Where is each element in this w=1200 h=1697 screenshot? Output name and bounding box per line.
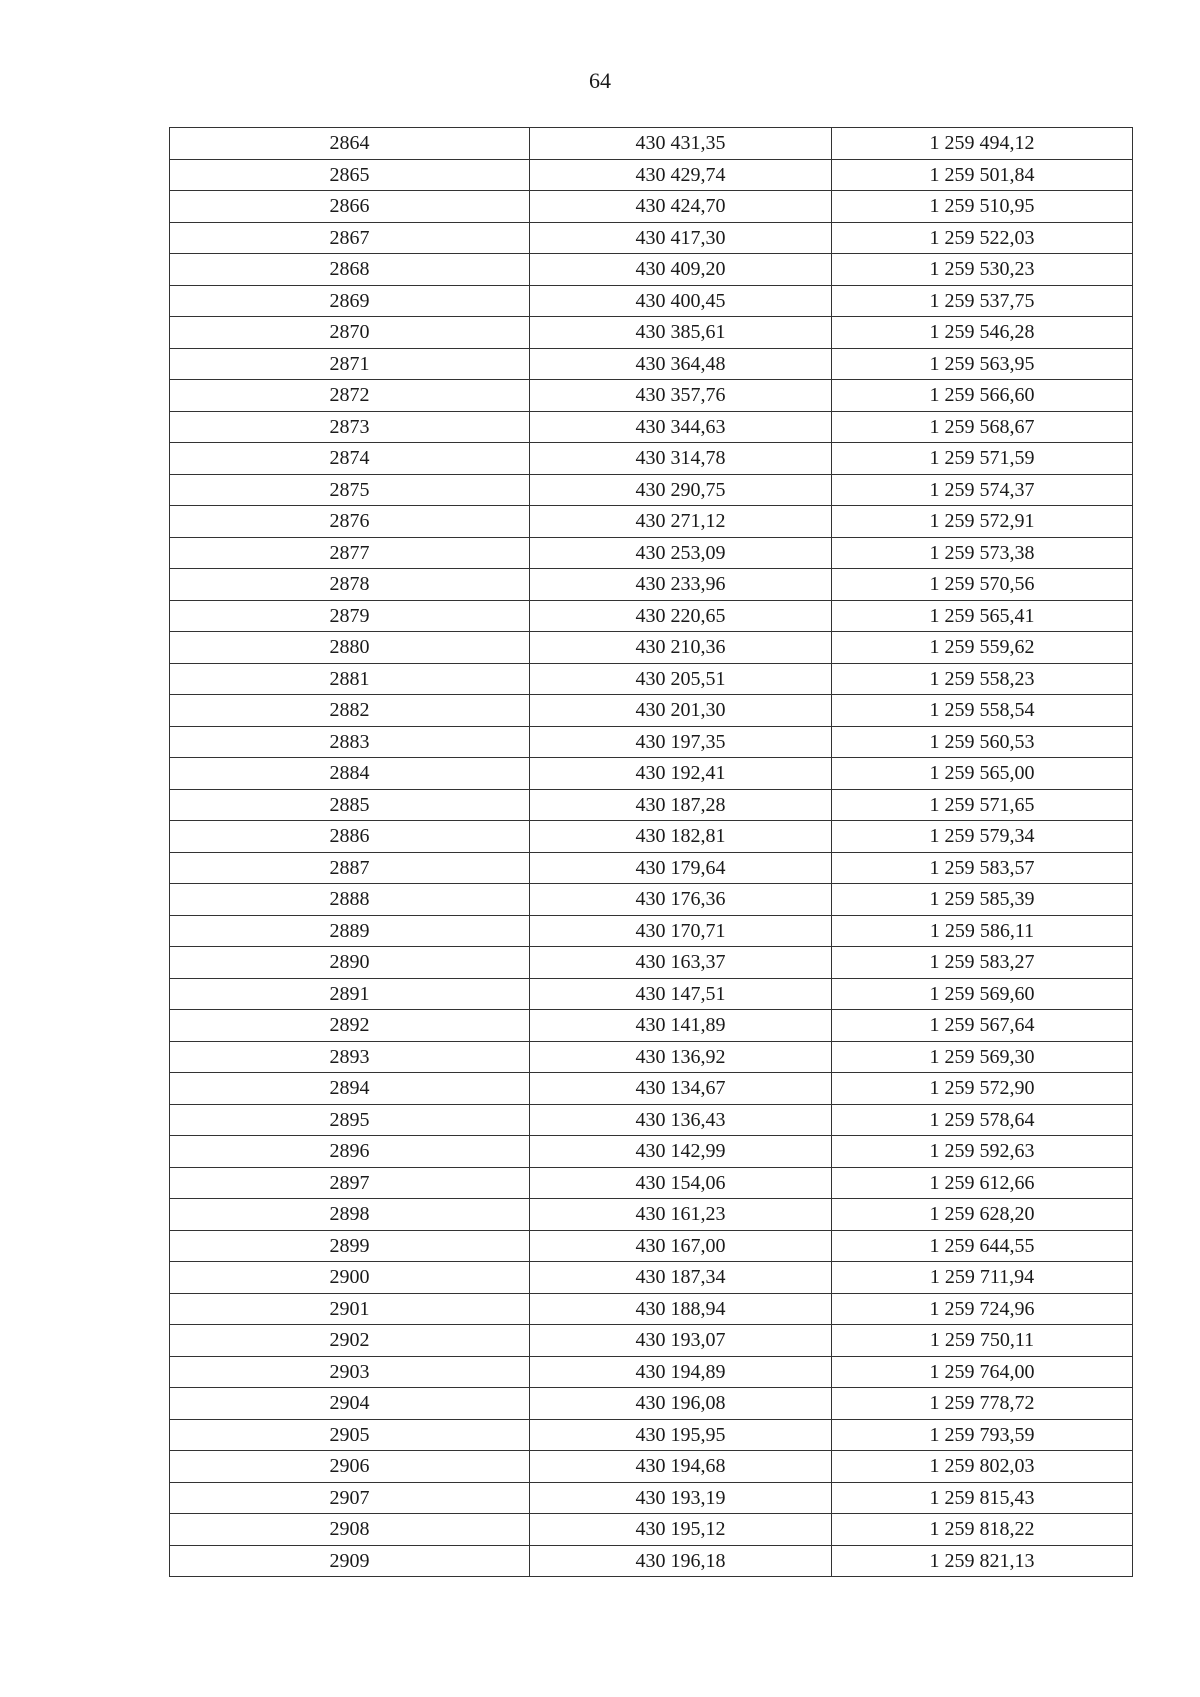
y-coordinate-cell: 1 259 570,56 [832, 569, 1133, 601]
table-row [170, 506, 1133, 538]
y-coordinate-cell: 1 259 563,95 [832, 348, 1133, 380]
table-row [170, 1451, 1133, 1483]
table-row [170, 1136, 1133, 1168]
x-coordinate-cell: 430 179,64 [530, 852, 832, 884]
x-coordinate-cell: 430 193,19 [530, 1482, 832, 1514]
x-coordinate-cell: 430 182,81 [530, 821, 832, 853]
table-row [170, 632, 1133, 664]
x-coordinate-cell: 430 220,65 [530, 600, 832, 632]
y-coordinate-cell: 1 259 628,20 [832, 1199, 1133, 1231]
y-coordinate-cell: 1 259 586,11 [832, 915, 1133, 947]
y-coordinate-cell: 1 259 572,91 [832, 506, 1133, 538]
x-coordinate-cell: 430 233,96 [530, 569, 832, 601]
table-row [170, 1041, 1133, 1073]
point-number-cell: 2875 [170, 474, 530, 506]
point-number-cell: 2878 [170, 569, 530, 601]
y-coordinate-cell: 1 259 569,60 [832, 978, 1133, 1010]
x-coordinate-cell: 430 385,61 [530, 317, 832, 349]
y-coordinate-cell: 1 259 571,65 [832, 789, 1133, 821]
y-coordinate-cell: 1 259 764,00 [832, 1356, 1133, 1388]
y-coordinate-cell: 1 259 501,84 [832, 159, 1133, 191]
point-number-cell: 2900 [170, 1262, 530, 1294]
y-coordinate-cell: 1 259 569,30 [832, 1041, 1133, 1073]
y-coordinate-cell: 1 259 565,00 [832, 758, 1133, 790]
x-coordinate-cell: 430 424,70 [530, 191, 832, 223]
table-row [170, 285, 1133, 317]
table-row [170, 1293, 1133, 1325]
x-coordinate-cell: 430 188,94 [530, 1293, 832, 1325]
y-coordinate-cell: 1 259 592,63 [832, 1136, 1133, 1168]
x-coordinate-cell: 430 201,30 [530, 695, 832, 727]
y-coordinate-cell: 1 259 546,28 [832, 317, 1133, 349]
y-coordinate-cell: 1 259 522,03 [832, 222, 1133, 254]
point-number-cell: 2896 [170, 1136, 530, 1168]
x-coordinate-cell: 430 429,74 [530, 159, 832, 191]
table-row [170, 1419, 1133, 1451]
y-coordinate-cell: 1 259 711,94 [832, 1262, 1133, 1294]
y-coordinate-cell: 1 259 793,59 [832, 1419, 1133, 1451]
y-coordinate-cell: 1 259 510,95 [832, 191, 1133, 223]
table-row [170, 159, 1133, 191]
table-row [170, 663, 1133, 695]
x-coordinate-cell: 430 271,12 [530, 506, 832, 538]
table-row [170, 474, 1133, 506]
x-coordinate-cell: 430 400,45 [530, 285, 832, 317]
y-coordinate-cell: 1 259 818,22 [832, 1514, 1133, 1546]
point-number-cell: 2879 [170, 600, 530, 632]
point-number-cell: 2873 [170, 411, 530, 443]
y-coordinate-cell: 1 259 821,13 [832, 1545, 1133, 1577]
point-number-cell: 2893 [170, 1041, 530, 1073]
y-coordinate-cell: 1 259 583,27 [832, 947, 1133, 979]
x-coordinate-cell: 430 290,75 [530, 474, 832, 506]
point-number-cell: 2871 [170, 348, 530, 380]
point-number-cell: 2906 [170, 1451, 530, 1483]
y-coordinate-cell: 1 259 574,37 [832, 474, 1133, 506]
y-coordinate-cell: 1 259 530,23 [832, 254, 1133, 286]
point-number-cell: 2866 [170, 191, 530, 223]
point-number-cell: 2864 [170, 128, 530, 160]
point-number-cell: 2904 [170, 1388, 530, 1420]
table-row [170, 443, 1133, 475]
y-coordinate-cell: 1 259 579,34 [832, 821, 1133, 853]
table-row [170, 600, 1133, 632]
point-number-cell: 2868 [170, 254, 530, 286]
table-row [170, 789, 1133, 821]
x-coordinate-cell: 430 357,76 [530, 380, 832, 412]
point-number-cell: 2903 [170, 1356, 530, 1388]
point-number-cell: 2894 [170, 1073, 530, 1105]
x-coordinate-cell: 430 142,99 [530, 1136, 832, 1168]
y-coordinate-cell: 1 259 560,53 [832, 726, 1133, 758]
y-coordinate-cell: 1 259 573,38 [832, 537, 1133, 569]
point-number-cell: 2886 [170, 821, 530, 853]
point-number-cell: 2901 [170, 1293, 530, 1325]
point-number-cell: 2874 [170, 443, 530, 475]
x-coordinate-cell: 430 314,78 [530, 443, 832, 475]
y-coordinate-cell: 1 259 558,54 [832, 695, 1133, 727]
y-coordinate-cell: 1 259 558,23 [832, 663, 1133, 695]
point-number-cell: 2889 [170, 915, 530, 947]
point-number-cell: 2876 [170, 506, 530, 538]
point-number-cell: 2908 [170, 1514, 530, 1546]
x-coordinate-cell: 430 176,36 [530, 884, 832, 916]
x-coordinate-cell: 430 161,23 [530, 1199, 832, 1231]
y-coordinate-cell: 1 259 494,12 [832, 128, 1133, 160]
page-number: 64 [589, 68, 611, 93]
table-row [170, 1167, 1133, 1199]
y-coordinate-cell: 1 259 559,62 [832, 632, 1133, 664]
table-row [170, 537, 1133, 569]
x-coordinate-cell: 430 196,08 [530, 1388, 832, 1420]
y-coordinate-cell: 1 259 568,67 [832, 411, 1133, 443]
table-row [170, 191, 1133, 223]
coordinates-table-body [170, 128, 1133, 1577]
x-coordinate-cell: 430 163,37 [530, 947, 832, 979]
y-coordinate-cell: 1 259 612,66 [832, 1167, 1133, 1199]
x-coordinate-cell: 430 147,51 [530, 978, 832, 1010]
table-row [170, 1073, 1133, 1105]
table-row [170, 821, 1133, 853]
table-row [170, 978, 1133, 1010]
point-number-cell: 2884 [170, 758, 530, 790]
x-coordinate-cell: 430 193,07 [530, 1325, 832, 1357]
table-row [170, 1230, 1133, 1262]
table-row [170, 317, 1133, 349]
x-coordinate-cell: 430 195,12 [530, 1514, 832, 1546]
x-coordinate-cell: 430 431,35 [530, 128, 832, 160]
table-row [170, 1482, 1133, 1514]
table-row [170, 411, 1133, 443]
point-number-cell: 2907 [170, 1482, 530, 1514]
point-number-cell: 2880 [170, 632, 530, 664]
point-number-cell: 2899 [170, 1230, 530, 1262]
x-coordinate-cell: 430 417,30 [530, 222, 832, 254]
x-coordinate-cell: 430 197,35 [530, 726, 832, 758]
x-coordinate-cell: 430 187,28 [530, 789, 832, 821]
point-number-cell: 2902 [170, 1325, 530, 1357]
y-coordinate-cell: 1 259 567,64 [832, 1010, 1133, 1042]
x-coordinate-cell: 430 154,06 [530, 1167, 832, 1199]
y-coordinate-cell: 1 259 778,72 [832, 1388, 1133, 1420]
point-number-cell: 2869 [170, 285, 530, 317]
x-coordinate-cell: 430 170,71 [530, 915, 832, 947]
y-coordinate-cell: 1 259 537,75 [832, 285, 1133, 317]
x-coordinate-cell: 430 187,34 [530, 1262, 832, 1294]
y-coordinate-cell: 1 259 815,43 [832, 1482, 1133, 1514]
table-row [170, 1545, 1133, 1577]
x-coordinate-cell: 430 409,20 [530, 254, 832, 286]
point-number-cell: 2885 [170, 789, 530, 821]
point-number-cell: 2870 [170, 317, 530, 349]
y-coordinate-cell: 1 259 750,11 [832, 1325, 1133, 1357]
table-row [170, 348, 1133, 380]
x-coordinate-cell: 430 136,43 [530, 1104, 832, 1136]
y-coordinate-cell: 1 259 571,59 [832, 443, 1133, 475]
point-number-cell: 2872 [170, 380, 530, 412]
table-row [170, 1262, 1133, 1294]
table-row [170, 852, 1133, 884]
point-number-cell: 2865 [170, 159, 530, 191]
table-row [170, 1104, 1133, 1136]
x-coordinate-cell: 430 141,89 [530, 1010, 832, 1042]
point-number-cell: 2890 [170, 947, 530, 979]
point-number-cell: 2882 [170, 695, 530, 727]
point-number-cell: 2892 [170, 1010, 530, 1042]
x-coordinate-cell: 430 253,09 [530, 537, 832, 569]
x-coordinate-cell: 430 136,92 [530, 1041, 832, 1073]
coordinates-table [169, 127, 1133, 1577]
point-number-cell: 2877 [170, 537, 530, 569]
point-number-cell: 2881 [170, 663, 530, 695]
table-row [170, 128, 1133, 160]
x-coordinate-cell: 430 167,00 [530, 1230, 832, 1262]
point-number-cell: 2898 [170, 1199, 530, 1231]
table-row [170, 947, 1133, 979]
point-number-cell: 2891 [170, 978, 530, 1010]
table-row [170, 758, 1133, 790]
table-row [170, 1325, 1133, 1357]
table-row [170, 915, 1133, 947]
table-row [170, 1356, 1133, 1388]
y-coordinate-cell: 1 259 578,64 [832, 1104, 1133, 1136]
y-coordinate-cell: 1 259 802,03 [832, 1451, 1133, 1483]
x-coordinate-cell: 430 195,95 [530, 1419, 832, 1451]
x-coordinate-cell: 430 344,63 [530, 411, 832, 443]
table-row [170, 569, 1133, 601]
x-coordinate-cell: 430 134,67 [530, 1073, 832, 1105]
point-number-cell: 2905 [170, 1419, 530, 1451]
table-row [170, 1199, 1133, 1231]
table-row [170, 884, 1133, 916]
point-number-cell: 2887 [170, 852, 530, 884]
x-coordinate-cell: 430 192,41 [530, 758, 832, 790]
point-number-cell: 2883 [170, 726, 530, 758]
point-number-cell: 2909 [170, 1545, 530, 1577]
table-row [170, 1388, 1133, 1420]
point-number-cell: 2888 [170, 884, 530, 916]
table-row [170, 1514, 1133, 1546]
table-row [170, 222, 1133, 254]
x-coordinate-cell: 430 205,51 [530, 663, 832, 695]
point-number-cell: 2895 [170, 1104, 530, 1136]
table-row [170, 726, 1133, 758]
y-coordinate-cell: 1 259 566,60 [832, 380, 1133, 412]
y-coordinate-cell: 1 259 644,55 [832, 1230, 1133, 1262]
table-row [170, 695, 1133, 727]
x-coordinate-cell: 430 364,48 [530, 348, 832, 380]
table-row [170, 1010, 1133, 1042]
point-number-cell: 2897 [170, 1167, 530, 1199]
y-coordinate-cell: 1 259 585,39 [832, 884, 1133, 916]
x-coordinate-cell: 430 194,68 [530, 1451, 832, 1483]
y-coordinate-cell: 1 259 572,90 [832, 1073, 1133, 1105]
y-coordinate-cell: 1 259 583,57 [832, 852, 1133, 884]
y-coordinate-cell: 1 259 565,41 [832, 600, 1133, 632]
x-coordinate-cell: 430 196,18 [530, 1545, 832, 1577]
table-row [170, 380, 1133, 412]
x-coordinate-cell: 430 210,36 [530, 632, 832, 664]
y-coordinate-cell: 1 259 724,96 [832, 1293, 1133, 1325]
x-coordinate-cell: 430 194,89 [530, 1356, 832, 1388]
point-number-cell: 2867 [170, 222, 530, 254]
table-row [170, 254, 1133, 286]
